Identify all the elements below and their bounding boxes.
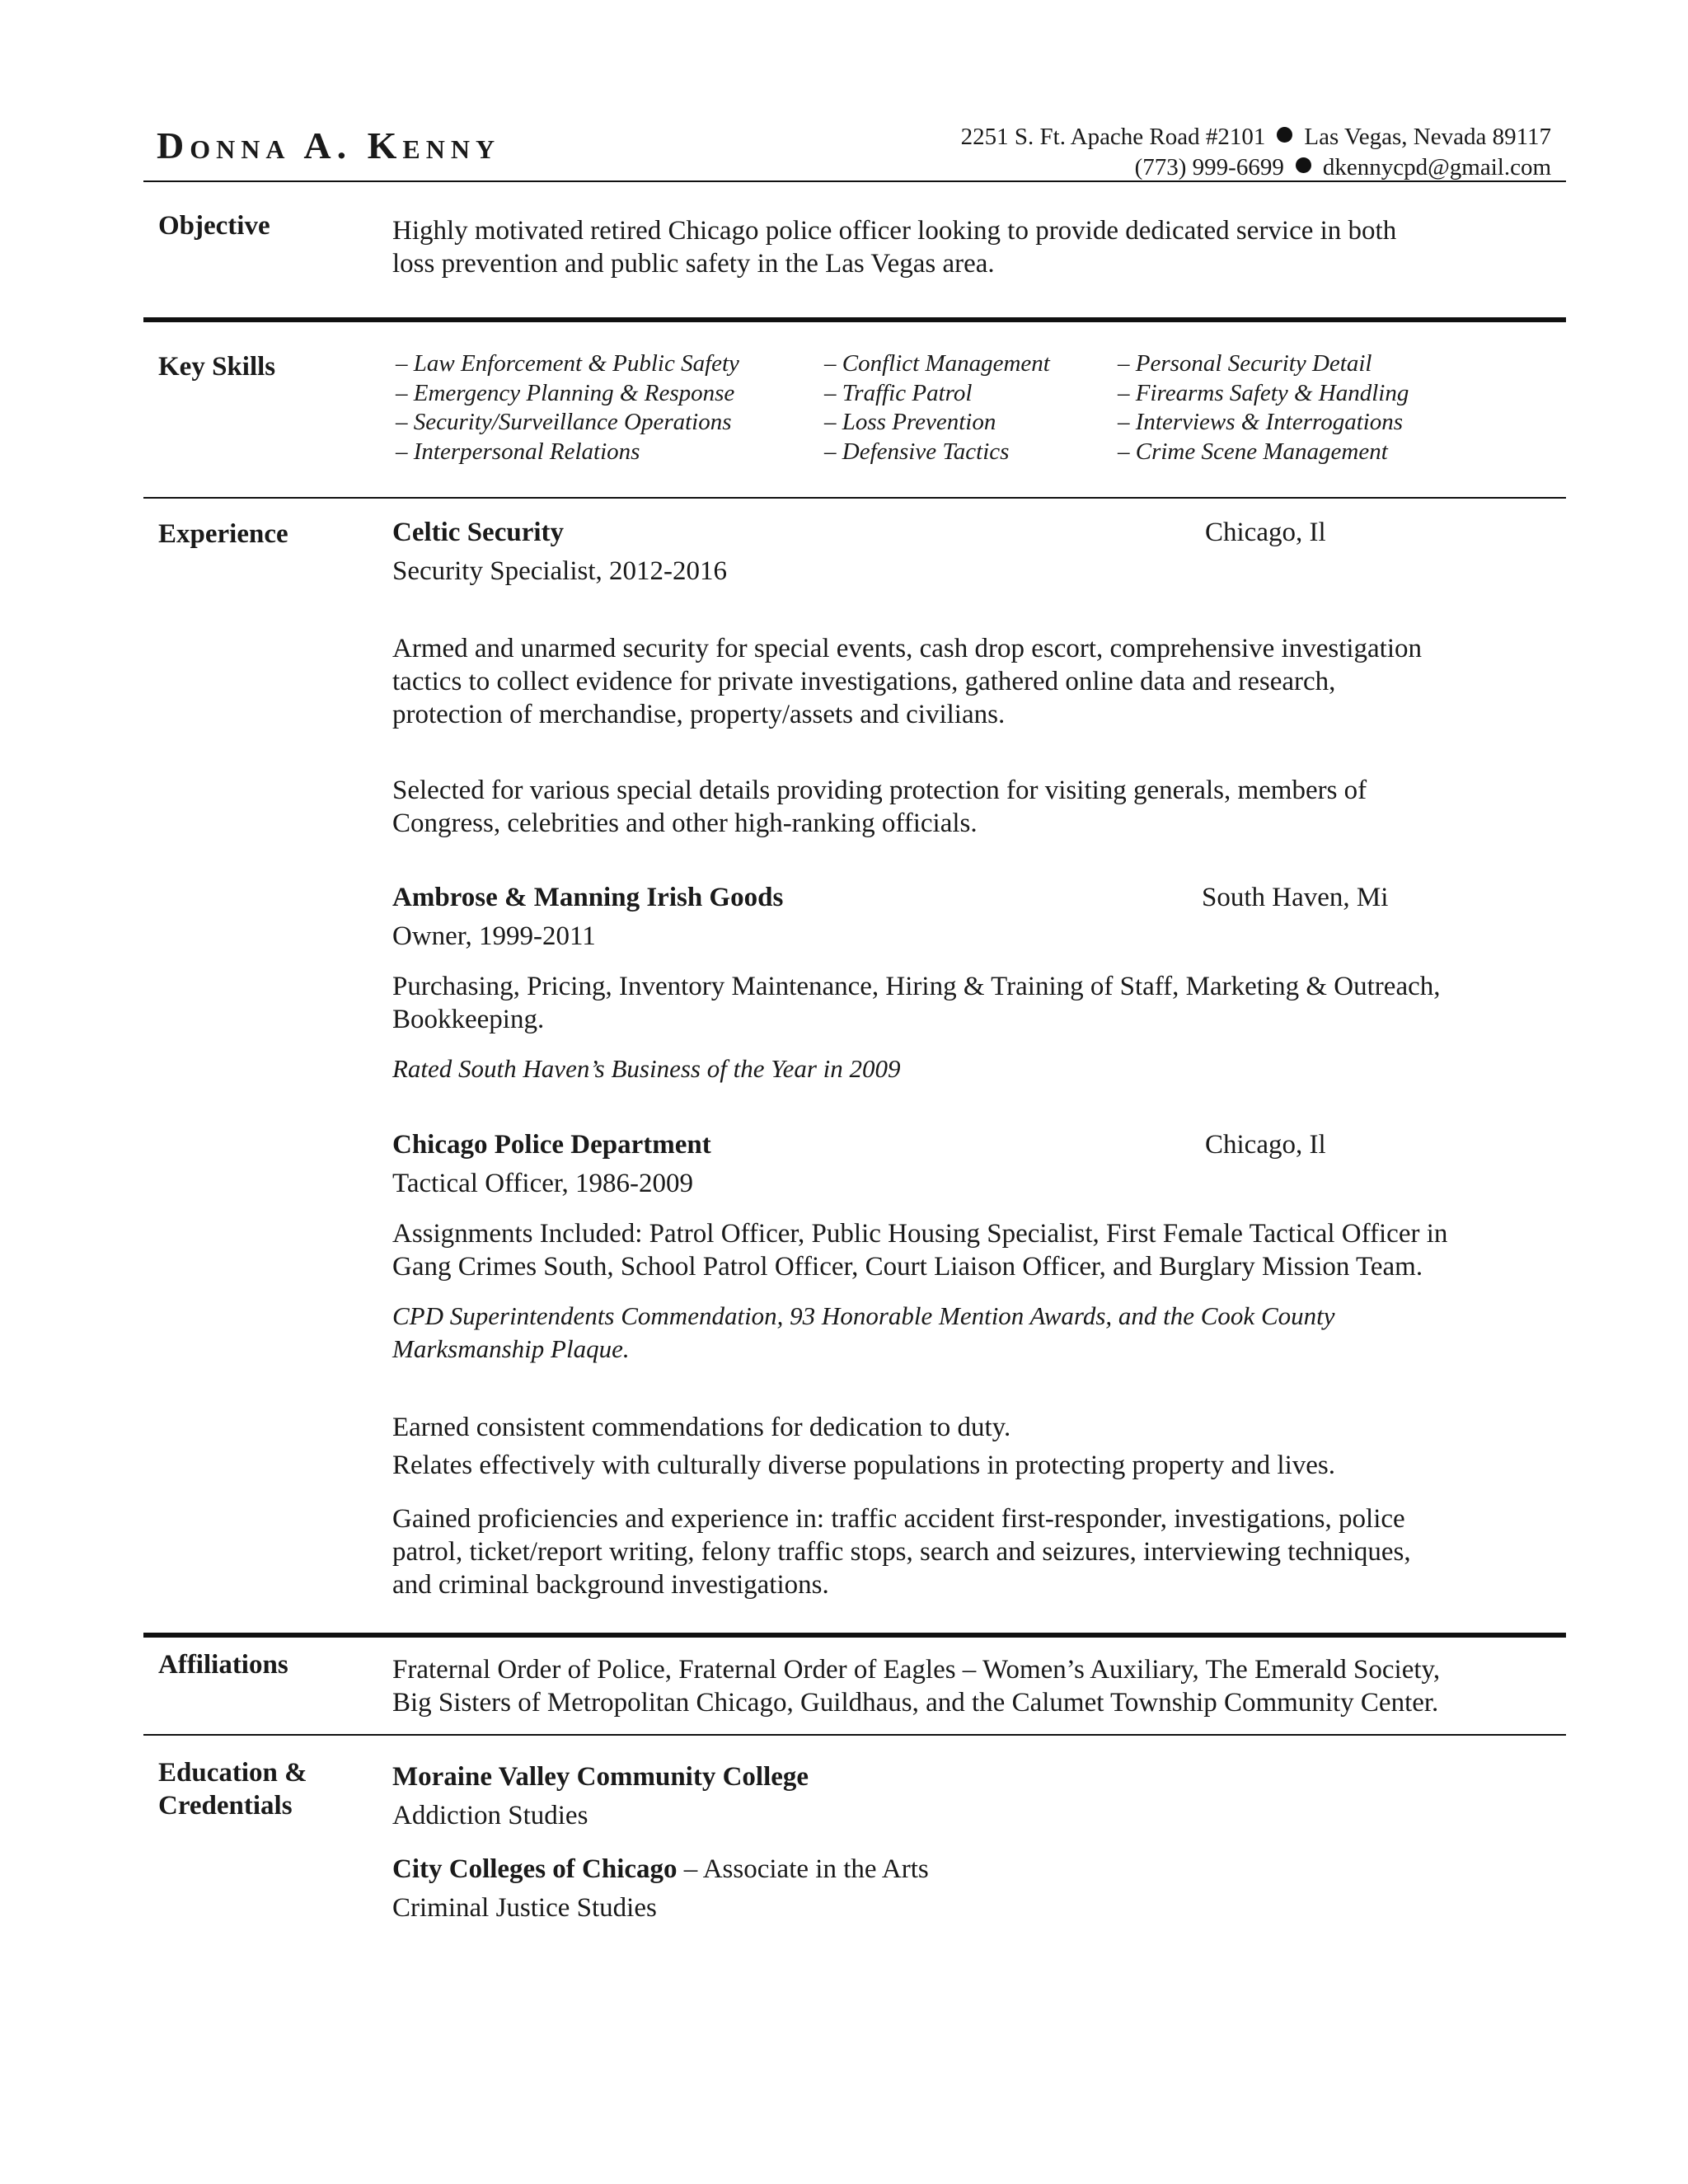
section-divider: [143, 317, 1566, 322]
description-line: Bookkeeping.: [392, 1005, 545, 1034]
section-label-education: [158, 1756, 307, 1822]
affiliations-line: Big Sisters of Metropolitan Chicago, Guildhaus, and the Calumet Township Community Center.: [392, 1688, 1439, 1718]
job-location: Chicago, Il: [1205, 1130, 1326, 1160]
section-divider: [143, 1633, 1566, 1638]
school-name: Moraine Valley Community College: [392, 1762, 809, 1792]
section-label-experience: Experience: [158, 519, 288, 549]
school-name: City Colleges of Chicago: [392, 1854, 678, 1884]
description-line: tactics to collect evidence for private investigations, gathered online data and research,: [392, 667, 1336, 696]
skill-item: – Interviews & Interrogations: [1118, 408, 1409, 438]
school-entry: [392, 1854, 929, 1885]
job-location: Chicago, Il: [1205, 518, 1326, 547]
skill-item: – Personal Security Detail: [1118, 349, 1409, 379]
job-description: [392, 1217, 1563, 1283]
skill-item: – Defensive Tactics: [824, 438, 1050, 467]
description-line: Armed and unarmed security for special events, cash drop escort, comprehensive investigation: [392, 634, 1423, 663]
skill-item: – Law Enforcement & Public Safety: [396, 349, 739, 379]
label-line: Education &: [158, 1758, 307, 1788]
street-address: 2251 S. Ft. Apache Road #2101: [960, 124, 1266, 150]
job-description: [392, 970, 1563, 1036]
bullet-icon: [1296, 157, 1311, 173]
job-location: South Haven, Mi: [1202, 883, 1389, 912]
description-line: Purchasing, Pricing, Inventory Maintenance, Hiring & Training of Staff, Marketing & Outreach,: [392, 972, 1441, 1001]
candidate-name: Donna A. Kenny: [157, 124, 501, 166]
job-description: Relates effectively with culturally diverse populations in protecting property and lives.: [392, 1451, 1335, 1480]
objective-text: [392, 214, 1563, 280]
skill-item: – Emergency Planning & Response: [396, 379, 739, 409]
email-address: dkennycpd@gmail.com: [1322, 154, 1551, 180]
job-description: Earned consistent commendations for dedication to duty.: [392, 1413, 1011, 1442]
school-degree: – Associate in the Arts: [677, 1854, 929, 1884]
skill-item: – Security/Surveillance Operations: [396, 408, 739, 438]
contact-block: [961, 122, 1551, 183]
skills-column-2: [824, 349, 1050, 466]
description-line: and criminal background investigations.: [392, 1570, 829, 1600]
phone-number: (773) 999-6699: [1134, 154, 1284, 180]
description-line: Gained proficiencies and experience in: traffic accident first-responder, investigations, police: [392, 1504, 1405, 1534]
description-line: Congress, celebrities and other high-ranking officials.: [392, 808, 978, 838]
job-title: Tactical Officer, 1986-2009: [392, 1169, 694, 1198]
label-line: Credentials: [158, 1791, 293, 1821]
affiliations-line: Fraternal Order of Police, Fraternal Order of Eagles – Women’s Auxiliary, The Emerald Society,: [392, 1655, 1441, 1685]
objective-line: Highly motivated retired Chicago police officer looking to provide dedicated service in both: [392, 216, 1397, 246]
skill-item: – Interpersonal Relations: [396, 438, 739, 467]
affiliations-text: [392, 1653, 1563, 1719]
skill-item: – Crime Scene Management: [1118, 438, 1409, 467]
job-award: Rated South Haven’s Business of the Year in 2009: [392, 1054, 901, 1083]
description-line: Selected for various special details providing protection for visiting generals, members of: [392, 776, 1367, 805]
header-divider: [143, 180, 1566, 182]
address-line: [961, 122, 1551, 152]
skill-item: – Conflict Management: [824, 349, 1050, 379]
job-company: Chicago Police Department: [392, 1130, 711, 1160]
section-divider: [143, 1734, 1566, 1736]
section-label-skills: Key Skills: [158, 352, 276, 382]
skill-item: – Firearms Safety & Handling: [1118, 379, 1409, 409]
description-line: patrol, ticket/report writing, felony traffic stops, search and seizures, interviewing techniques,: [392, 1537, 1411, 1567]
award-line: CPD Superintendents Commendation, 93 Honorable Mention Awards, and the Cook County: [392, 1301, 1335, 1330]
section-divider: [143, 497, 1566, 499]
phone-email-line: [961, 152, 1551, 183]
description-line: Gang Crimes South, School Patrol Officer, Court Liaison Officer, and Burglary Mission Team.: [392, 1252, 1423, 1282]
job-description: [392, 1502, 1563, 1601]
job-company: Celtic Security: [392, 518, 565, 547]
city-state: Las Vegas, Nevada 89117: [1304, 124, 1551, 150]
description-line: protection of merchandise, property/assets and civilians.: [392, 700, 1006, 729]
skill-item: – Traffic Patrol: [824, 379, 1050, 409]
bullet-icon: [1277, 127, 1292, 143]
section-label-affiliations: Affiliations: [158, 1650, 288, 1680]
school-study: Addiction Studies: [392, 1801, 588, 1830]
objective-line: loss prevention and public safety in the Las Vegas area.: [392, 249, 995, 279]
job-award: [392, 1300, 1563, 1366]
award-line: Marksmanship Plaque.: [392, 1334, 630, 1363]
job-title: Owner, 1999-2011: [392, 921, 596, 951]
description-line: Assignments Included: Patrol Officer, Public Housing Specialist, First Female Tactical Officer in: [392, 1219, 1448, 1249]
school-study: Criminal Justice Studies: [392, 1893, 657, 1923]
skills-column-3: [1118, 349, 1409, 466]
job-description: [392, 774, 1563, 840]
skill-item: – Loss Prevention: [824, 408, 1050, 438]
job-title: Security Specialist, 2012-2016: [392, 556, 728, 586]
job-description: [392, 632, 1563, 731]
job-company: Ambrose & Manning Irish Goods: [392, 883, 784, 912]
skills-column-1: [396, 349, 739, 466]
section-label-objective: Objective: [158, 211, 270, 241]
